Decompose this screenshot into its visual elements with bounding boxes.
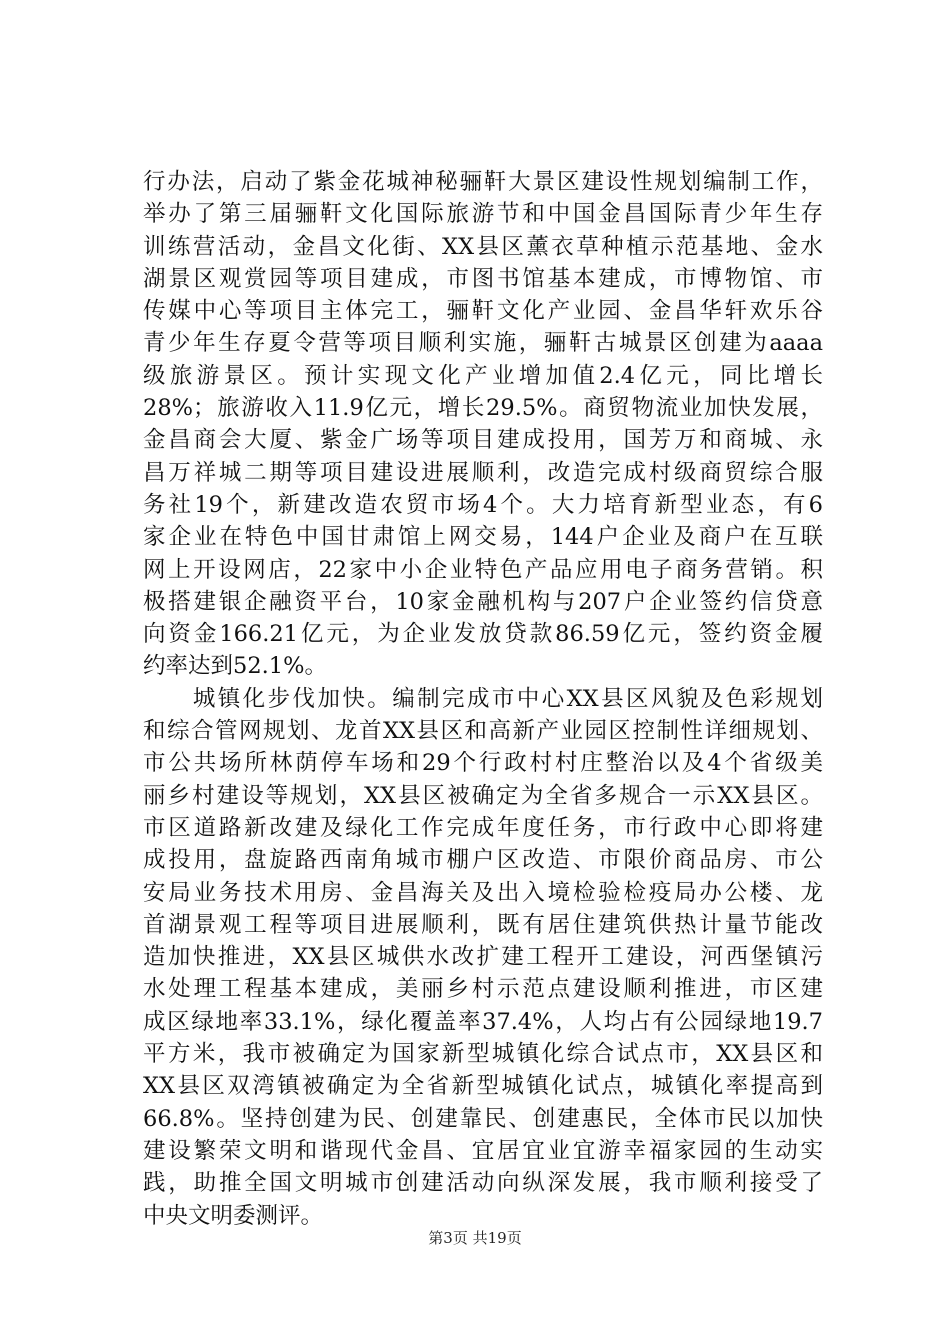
text-line: 践，助推全国文明城市创建活动向纵深发展，我市顺利接受了 [143, 1170, 823, 1197]
text-line: 市公共场所林荫停车场和29个行政村村庄整治以及4个省级美 [143, 750, 823, 777]
text-line: 湖景区观赏园等项目建成，市图书馆基本建成，市博物馆、市 [143, 265, 823, 292]
text-line: 成区绿地率33.1%，绿化覆盖率37.4%，人均占有公园绿地19.7 [143, 1008, 823, 1035]
text-line: 举办了第三届骊靬文化国际旅游节和中国金昌国际青少年生存 [143, 201, 823, 228]
text-line: 安局业务技术用房、金昌海关及出入境检验检疫局办公楼、龙 [143, 879, 823, 906]
text-line: 青少年生存夏令营等项目顺利实施，骊靬古城景区创建为aaaa [143, 330, 823, 357]
text-line: 中央文明委测评。 [143, 1202, 324, 1229]
text-line: 昌万祥城二期等项目建设进展顺利，改造完成村级商贸综合服 [143, 459, 823, 486]
text-line: 级旅游景区。预计实现文化产业增加值2.4亿元，同比增长 [143, 362, 823, 389]
paragraph-urbanization [143, 683, 823, 1232]
text-line: 66.8%。坚持创建为民、创建靠民、创建惠民，全体市民以加快 [143, 1105, 823, 1132]
text-line: 建设繁荣文明和谐现代金昌、宜居宜业宜游幸福家园的生动实 [143, 1137, 823, 1164]
text-line: 向资金166.21亿元，为企业发放贷款86.59亿元，签约资金履 [143, 621, 823, 648]
text-line: 网上开设网店，22家中小企业特色产品应用电子商务营销。积 [143, 556, 823, 583]
text-line: 首湖景观工程等项目进展顺利，既有居住建筑供热计量节能改 [143, 911, 823, 938]
text-line: 约率达到52.1%。 [143, 653, 327, 680]
text-line: 传媒中心等项目主体完工，骊靬文化产业园、金昌华轩欢乐谷 [143, 298, 823, 325]
page-number-footer: 第3页 共19页 [428, 1229, 522, 1247]
text-line: 水处理工程基本建成，美丽乡村示范点建设顺利推进，市区建 [143, 976, 823, 1003]
text-line: 丽乡村建设等规划，XX县区被确定为全省多规合一示XX县区。 [143, 782, 823, 809]
text-line: 极搭建银企融资平台，10家金融机构与207户企业签约信贷意 [143, 588, 823, 615]
text-line: 行办法，启动了紫金花城神秘骊靬大景区建设性规划编制工作， [143, 169, 823, 195]
text-line: 训练营活动，金昌文化街、XX县区薰衣草种植示范基地、金水 [143, 233, 823, 260]
text-line: 务社19个，新建改造农贸市场4个。大力培育新型业态，有6 [143, 491, 823, 518]
body-text [143, 166, 823, 1232]
text-line: 平方米，我市被确定为国家新型城镇化综合试点市，XX县区和 [143, 1041, 823, 1068]
paragraph-culture-tourism-trade [143, 166, 823, 683]
text-line: 28%；旅游收入11.9亿元，增长29.5%。商贸物流业加快发展， [143, 395, 823, 422]
text-line: XX县区双湾镇被确定为全省新型城镇化试点，城镇化率提高到 [143, 1073, 823, 1100]
text-line: 家企业在特色中国甘肃馆上网交易，144户企业及商户在互联 [143, 524, 823, 551]
text-line: 造加快推进，XX县区城供水改扩建工程开工建设，河西堡镇污 [143, 944, 823, 971]
text-line: 金昌商会大厦、紫金广场等项目建成投用，国芳万和商城、永 [143, 427, 823, 454]
text-line: 市区道路新改建及绿化工作完成年度任务，市行政中心即将建 [143, 814, 823, 841]
text-line: 和综合管网规划、龙首XX县区和高新产业园区控制性详细规划、 [143, 718, 823, 745]
text-line: 城镇化步伐加快。编制完成市中心XX县区风貌及色彩规划 [143, 685, 823, 712]
text-line: 成投用，盘旋路西南角城市棚户区改造、市限价商品房、市公 [143, 847, 823, 874]
